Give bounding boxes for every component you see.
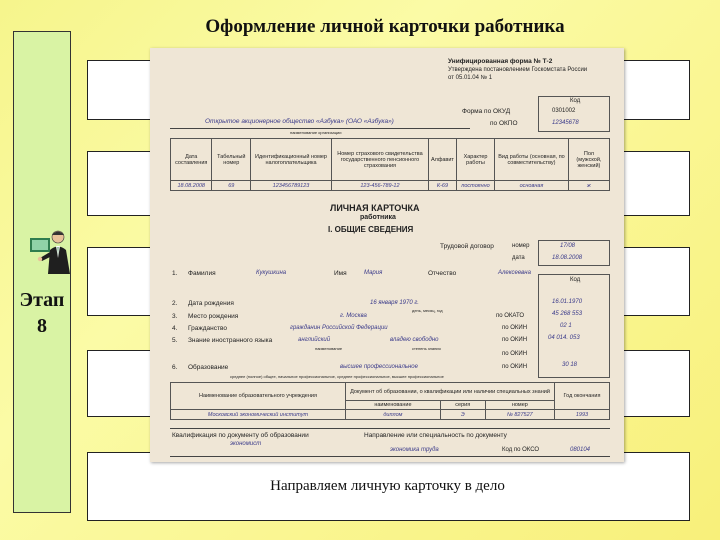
birthplace-value: г. Москва bbox=[340, 313, 367, 319]
final-step-text: Направляем личную карточку в дело bbox=[270, 478, 505, 494]
stage-label bbox=[14, 287, 70, 339]
patronymic-label: Отчество bbox=[428, 270, 457, 277]
t2-value: диплом bbox=[346, 410, 441, 420]
t2-value: Московский экономический институт bbox=[171, 410, 346, 420]
row-num: 4. bbox=[172, 325, 178, 332]
okso-value: 080104 bbox=[570, 447, 591, 453]
t2-header: Документ об образовании, о квалификации или наличии специальных знаний bbox=[346, 383, 555, 401]
t1-header: Пол (мужской, женский) bbox=[568, 139, 609, 181]
contract-box bbox=[538, 240, 610, 266]
birthdate-caption: день, месяц, год bbox=[412, 308, 443, 313]
form-header-3: от 05.01.04 № 1 bbox=[448, 75, 493, 81]
contract-number: 17/08 bbox=[560, 243, 576, 249]
t2-value: Э bbox=[440, 410, 485, 420]
birthdate-code: 16.01.1970 bbox=[552, 299, 583, 305]
stage-panel bbox=[13, 31, 71, 513]
page-title: Оформление личной карточки работника bbox=[205, 16, 565, 37]
t1-header: Идентификационный номер налогоплательщика bbox=[251, 139, 332, 181]
okpo-value: 12345678 bbox=[552, 120, 579, 126]
t1-value: ж bbox=[568, 181, 609, 191]
contract-label: Трудовой договор bbox=[440, 243, 494, 250]
surname-label: Фамилия bbox=[188, 270, 216, 277]
qualification-label: Квалификация по документу об образовании bbox=[172, 432, 309, 439]
contract-number-label: номер bbox=[512, 243, 530, 249]
business-person-icon bbox=[28, 228, 72, 276]
citizenship-label: Гражданство bbox=[188, 325, 227, 332]
okato-label: по ОКАТО bbox=[496, 313, 525, 319]
specialty-value: экономика труда bbox=[390, 447, 439, 453]
okin3-label: по ОКИН bbox=[502, 351, 528, 357]
row-num: 1. bbox=[172, 270, 178, 277]
t2-value: 1993 bbox=[555, 410, 610, 420]
personal-card-form bbox=[150, 48, 624, 462]
t1-header: Табельный номер bbox=[212, 139, 251, 181]
contract-date: 18.08.2008 bbox=[552, 255, 583, 261]
stage-number: 8 bbox=[37, 315, 47, 337]
t1-header: Вид работы (основная, по совместительству) bbox=[495, 139, 569, 181]
okato-value: 45 268 553 bbox=[552, 311, 583, 317]
employee-codes-table bbox=[170, 138, 610, 191]
birthdate-label: Дата рождения bbox=[188, 300, 234, 307]
birthplace-label: Место рождения bbox=[188, 313, 239, 320]
citizenship-value: гражданин Российской Федерации bbox=[290, 325, 388, 331]
contract-date-label: дата bbox=[512, 255, 525, 261]
name-label: Имя bbox=[334, 270, 347, 277]
t1-value: основная bbox=[495, 181, 569, 191]
language-value: английский bbox=[298, 337, 331, 343]
divider bbox=[170, 428, 610, 429]
language-label: Знание иностранного языка bbox=[188, 337, 273, 344]
birthdate-value: 16 января 1970 г. bbox=[370, 300, 419, 306]
stage-word: Этап bbox=[19, 289, 65, 311]
specialty-label: Направление или специальность по документу bbox=[364, 432, 507, 439]
row-num: 2. bbox=[172, 300, 178, 307]
language-caption: наименование bbox=[315, 346, 343, 351]
t1-value: К-69 bbox=[428, 181, 456, 191]
t1-value: 69 bbox=[212, 181, 251, 191]
organization-name: Открытое акционерное общество «Азбука» (ОАО «Азбука») bbox=[205, 118, 394, 125]
t2-subheader: серия bbox=[440, 401, 485, 410]
education-caption: среднее (полное) общее, начальное профессиональное, среднее профессиональное, высшее профессиональное bbox=[230, 374, 444, 379]
qualification-value: экономист bbox=[230, 441, 262, 447]
okpo-label: по ОКПО bbox=[490, 120, 518, 127]
t1-header: Алфавит bbox=[428, 139, 456, 181]
education-table bbox=[170, 382, 610, 420]
okin4-label: по ОКИН bbox=[502, 364, 528, 370]
row-num: 3. bbox=[172, 313, 178, 320]
language-level: владею свободно bbox=[390, 337, 439, 343]
row-num: 5. bbox=[172, 337, 178, 344]
form-header-1: Унифицированная форма № Т-2 bbox=[448, 58, 553, 65]
okso-label: Код по ОКСО bbox=[502, 447, 540, 453]
card-title: ЛИЧНАЯ КАРТОЧКА bbox=[330, 203, 420, 213]
code-box bbox=[538, 96, 610, 132]
okin1-value: 02 1 bbox=[560, 323, 572, 329]
t2-subheader: номер bbox=[485, 401, 554, 410]
divider bbox=[170, 456, 610, 457]
okin4-value: 30 18 bbox=[562, 362, 578, 368]
t1-value: постоянно bbox=[456, 181, 494, 191]
card-subtitle: работника bbox=[360, 214, 396, 221]
code-header: Код bbox=[570, 98, 581, 104]
okud-value: 0301002 bbox=[552, 108, 576, 114]
surname-value: Кукушкина bbox=[256, 270, 287, 276]
t1-header: Номер страхового свидетельства государственного пенсионного страхования bbox=[331, 139, 428, 181]
t1-value: 18.08.2008 bbox=[171, 181, 212, 191]
section-title: I. ОБЩИЕ СВЕДЕНИЯ bbox=[328, 225, 414, 234]
row-num: 6. bbox=[172, 364, 178, 371]
t2-subheader: наименование bbox=[346, 401, 441, 410]
okin2-value: 04 014. 053 bbox=[548, 335, 580, 341]
language-level-caption: степень знания bbox=[412, 346, 441, 351]
organization-caption: наименование организации bbox=[290, 130, 342, 135]
t1-value: 123456789123 bbox=[251, 181, 332, 191]
t2-value: № 827527 bbox=[485, 410, 554, 420]
okin2-label: по ОКИН bbox=[502, 337, 528, 343]
t1-value: 123-456-789-12 bbox=[331, 181, 428, 191]
education-value: высшее профессиональное bbox=[340, 364, 418, 370]
t2-header: Год окончания bbox=[555, 383, 610, 410]
name-value: Мария bbox=[364, 270, 383, 276]
t1-header: Дата составления bbox=[171, 139, 212, 181]
t2-header: Наименование образовательного учреждения bbox=[171, 383, 346, 410]
t1-header: Характер работы bbox=[456, 139, 494, 181]
form-header-2: Утверждена постановлением Госкомстата России bbox=[448, 67, 588, 73]
education-label: Образование bbox=[188, 364, 229, 371]
patronymic-value: Алексеевна bbox=[498, 270, 531, 276]
code-column-header: Код bbox=[570, 277, 581, 283]
okud-label: Форма по ОКУД bbox=[462, 108, 511, 115]
okin1-label: по ОКИН bbox=[502, 325, 528, 331]
